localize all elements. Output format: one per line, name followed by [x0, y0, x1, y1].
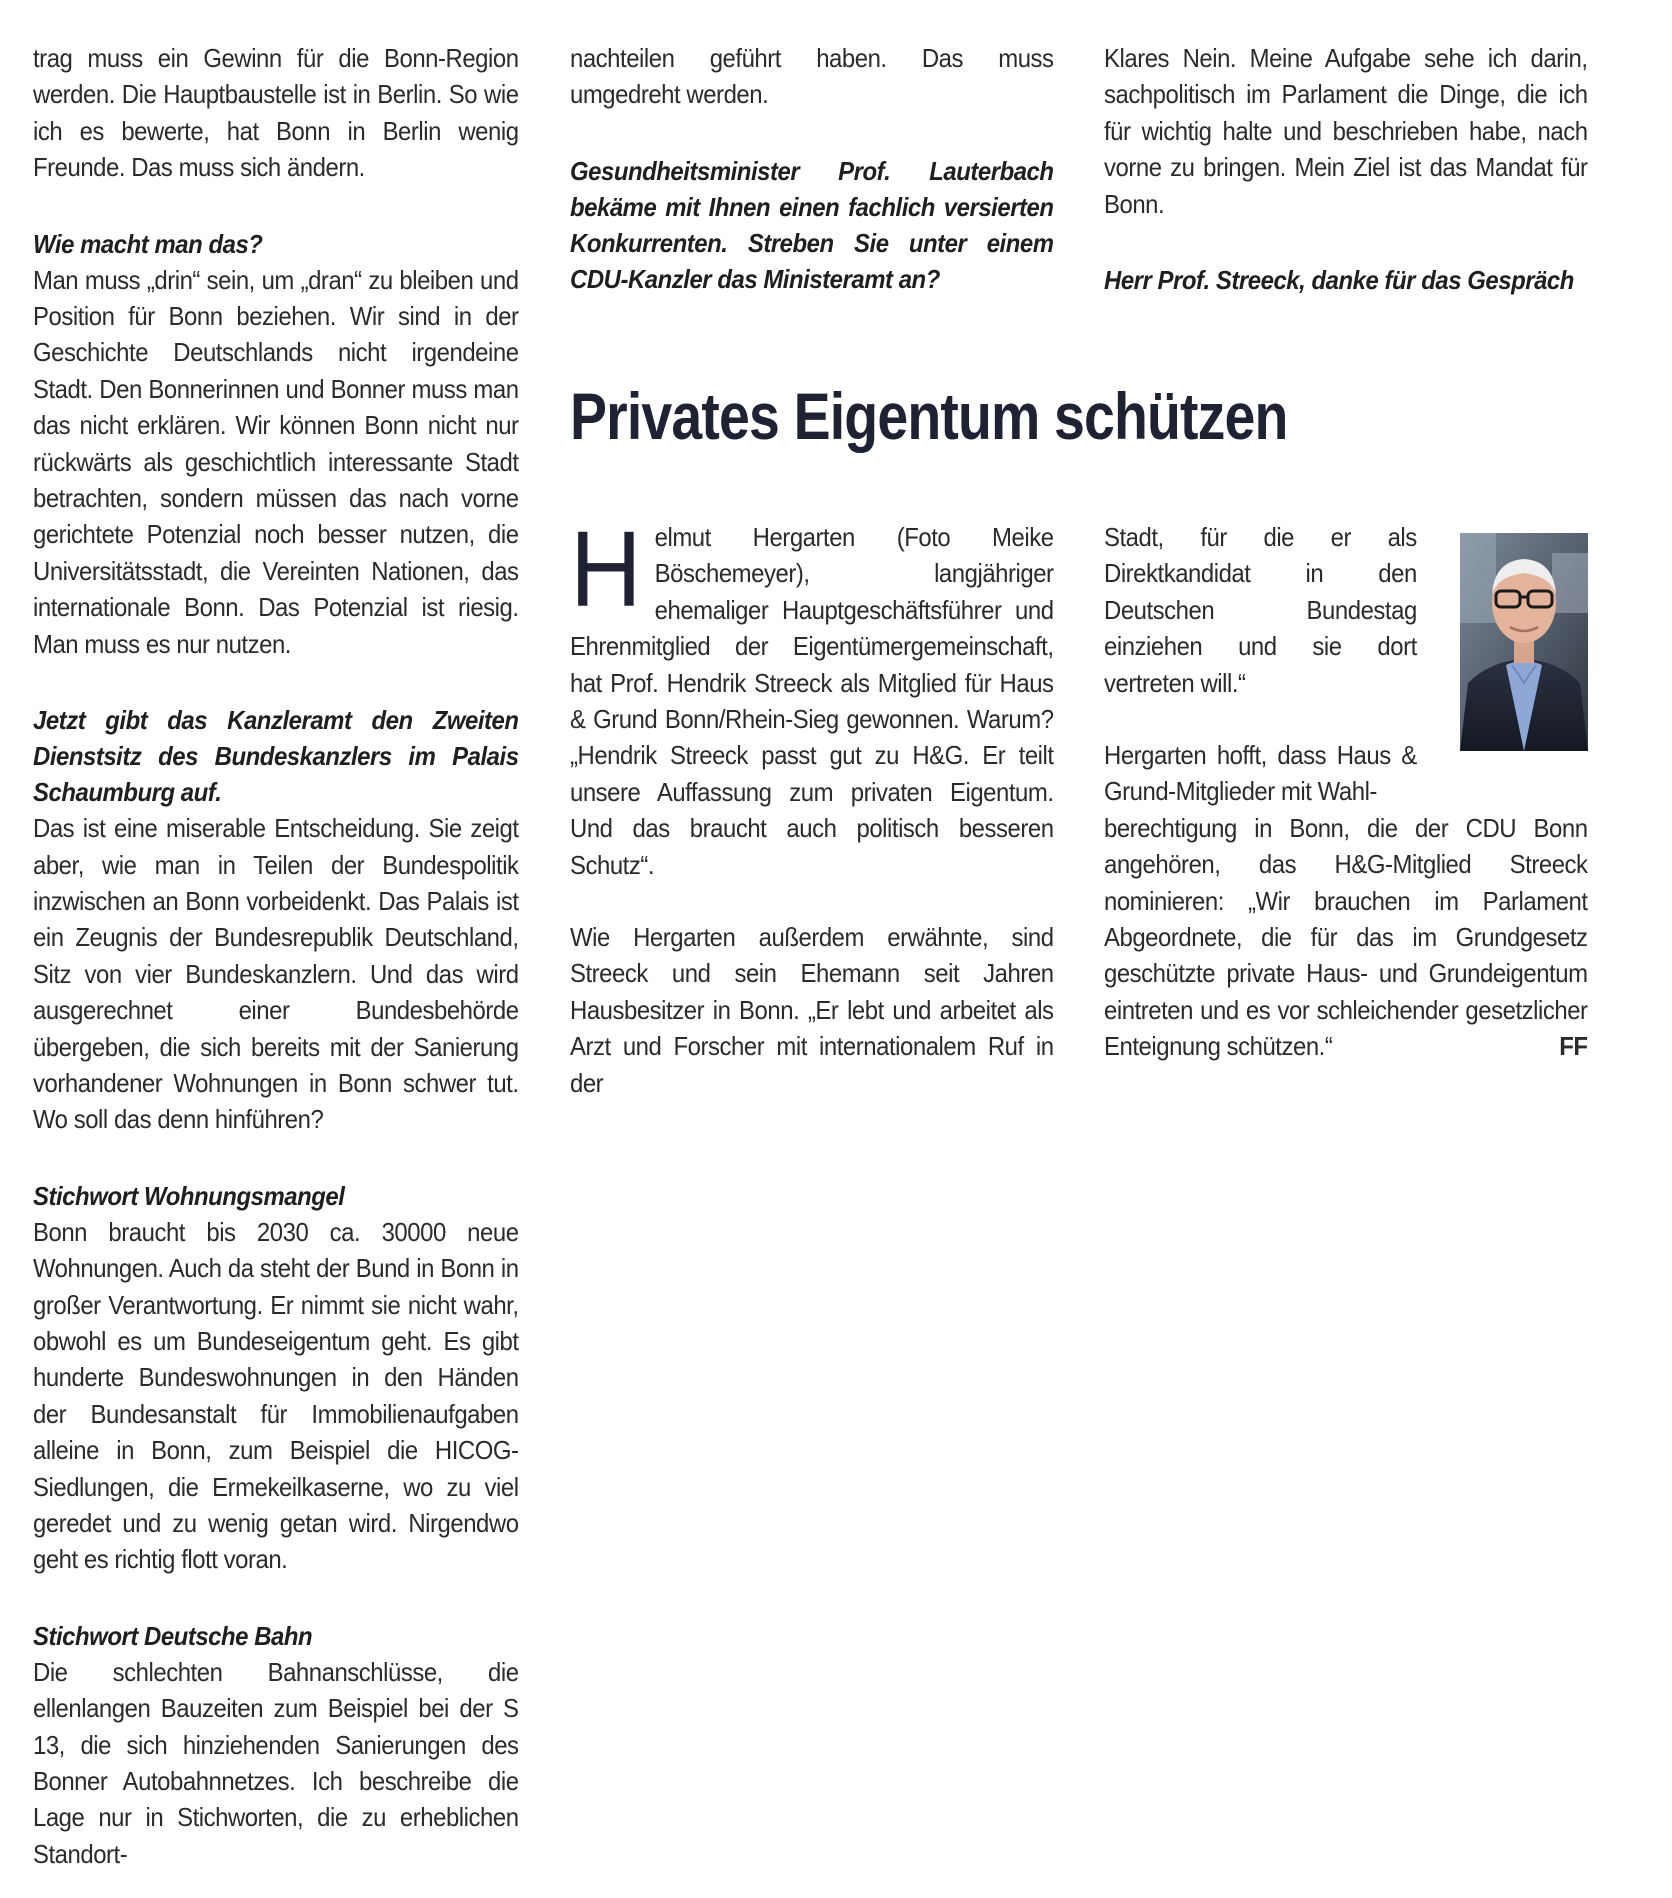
answer-5: Klares Nein. Meine Aufgabe sehe ich darin, sachpolitisch im Parlament die Dinge, die ich für wichtig halte und beschrieben habe, nach vorne zu bringen. Mein Ziel ist das Mandat für Bonn. [1104, 43, 1588, 219]
article-paragraph-3: Stadt, für die er als Direktkandidat in den Deutschen Bundestag einziehen und sie dort vertreten will.“ [1104, 522, 1417, 698]
question-2: Jetzt gibt das Kanzleramt den Zweiten Dienstsitz des Bundeskanzlers im Palais Schaumburg auf. [33, 705, 519, 808]
article-paragraph-4b-text: berechtigung in Bonn, die der CDU Bonn angehören, das H&G-Mitglied Streeck nominieren: „Wir brauchen im Parlament Abgeordnete, die für das im Grundgesetz geschützte private Haus- und Grundeigentum eintreten und es vor schleichender gesetzlicher Enteignung schützen.“ [1104, 812, 1588, 1062]
answer-2: Das ist eine miserable Entscheidung. Sie zeigt aber, wie man in Teilen der Bundespolitik inzwischen an Bonn vorbeidenkt. Das Palais ist ein Zeugnis der Bundesrepublik Deutschland, Sitz von vier Bundeskanzlern. Und das wird ausgerechnet einer Bundesbehörde übergeben, die sich bereits mit der Sanierung vorhandener Wohnungen in Bonn schwer tut. Wo soll das denn hinführen? [33, 813, 519, 1135]
intro-paragraph: trag muss ein Gewinn für die Bonn-Region werden. Die Hauptbaustelle ist in Berlin. So wie ich es bewerte, hat Bonn in Berlin wenig Freunde. Das muss sich ändern. [33, 43, 519, 183]
question-5: Gesundheitsminister Prof. Lauterbach bekäme mit Ihnen einen fachlich versierten Konkurrenten. Streben Sie unter einem CDU-Kanzler das Ministeramt an? [570, 155, 1054, 294]
column-1 [33, 40, 519, 1872]
article-paragraph-1-text: elmut Hergarten (Foto Meike Böschemeyer), langjähriger ehemaliger Hauptgeschäftsführer und Ehrenmitglied der Eigentümergemeinschaft, hat Prof. Hendrik Streeck als Mitglied für Haus & Grund Bonn/Rhein-Sieg gewonnen. Warum? „Hendrik Streeck passt gut zu H&G. Er teilt unsere Auffassung zum privaten Eigentum. Und das braucht auch politisch besseren Schutz“. [570, 522, 1054, 880]
article-paragraph-4a: Hergarten hofft, dass Haus & Grund-Mitglieder mit Wahl- [1104, 740, 1417, 807]
answer-3: Bonn braucht bis 2030 ca. 30000 neue Wohnungen. Auch da steht der Bund in Bonn in großer Verantwortung. Er nimmt sie nicht wahr, obwohl es um Bundeseigentum geht. Es gibt hunderte Bundeswohnungen in den Händen der Bundesanstalt für Immobilienaufgaben alleine in Bonn, zum Beispiel die HICOG-Siedlungen, die Ermekeilkaserne, wo zu viel geredet und zu wenig getan wird. Nirgendwo geht es richtig flott voran. [33, 1216, 519, 1575]
question-3: Stichwort Wohnungsmangel [33, 1180, 345, 1211]
article-paragraph-4b [1104, 810, 1588, 1065]
continued-paragraph: nachteilen geführt haben. Das muss umgedreht werden. [570, 43, 1054, 110]
column-3 [1104, 40, 1588, 298]
author-signature: FF [1559, 1031, 1588, 1062]
question-4: Stichwort Deutsche Bahn [33, 1620, 313, 1651]
article-paragraph-2: Wie Hergarten außerdem erwähnte, sind Streeck und sein Ehemann seit Jahren Hausbesitzer in Bonn. „Er lebt und arbeitet als Arzt und Forscher mit internationalem Ruf in der [570, 922, 1054, 1098]
article-headline: Privates Eigentum schützen [570, 379, 1288, 453]
portrait-photo [1460, 533, 1588, 751]
answer-1: Man muss „drin“ sein, um „dran“ zu bleiben und Position für Bonn beziehen. Wir sind in der Geschichte Deutschlands nicht irgendeine Stadt. Den Bonnerinnen und Bonner muss man das nicht erklären. Wir können Bonn nicht nur rückwärts als geschichtlich interessante Stadt betrachten, sondern müssen das nach vorne gerichtete Potenzial noch besser nutzen, die Universitätsstadt, die Vereinten Nationen, das internationale Bonn. Das Potenzial ist riesig. Man muss es nur nutzen. [33, 264, 519, 659]
closing-line: Herr Prof. Streeck, danke für das Gespräch [1104, 265, 1574, 296]
article-column-1 [570, 508, 1054, 1101]
answer-4: Die schlechten Bahnanschlüsse, die ellenlangen Bauzeiten zum Beispiel bei der S 13, die sich hinziehenden Sanierungen des Bonner Autobahnnetzes. Ich beschreibe die Lage nur in Stichworten, die zu erheblichen Standort- [33, 1656, 519, 1869]
drop-cap: H [570, 508, 642, 629]
question-1: Wie macht man das? [33, 228, 263, 259]
article-paragraph-1 [570, 508, 1054, 883]
column-2 [570, 40, 1054, 297]
